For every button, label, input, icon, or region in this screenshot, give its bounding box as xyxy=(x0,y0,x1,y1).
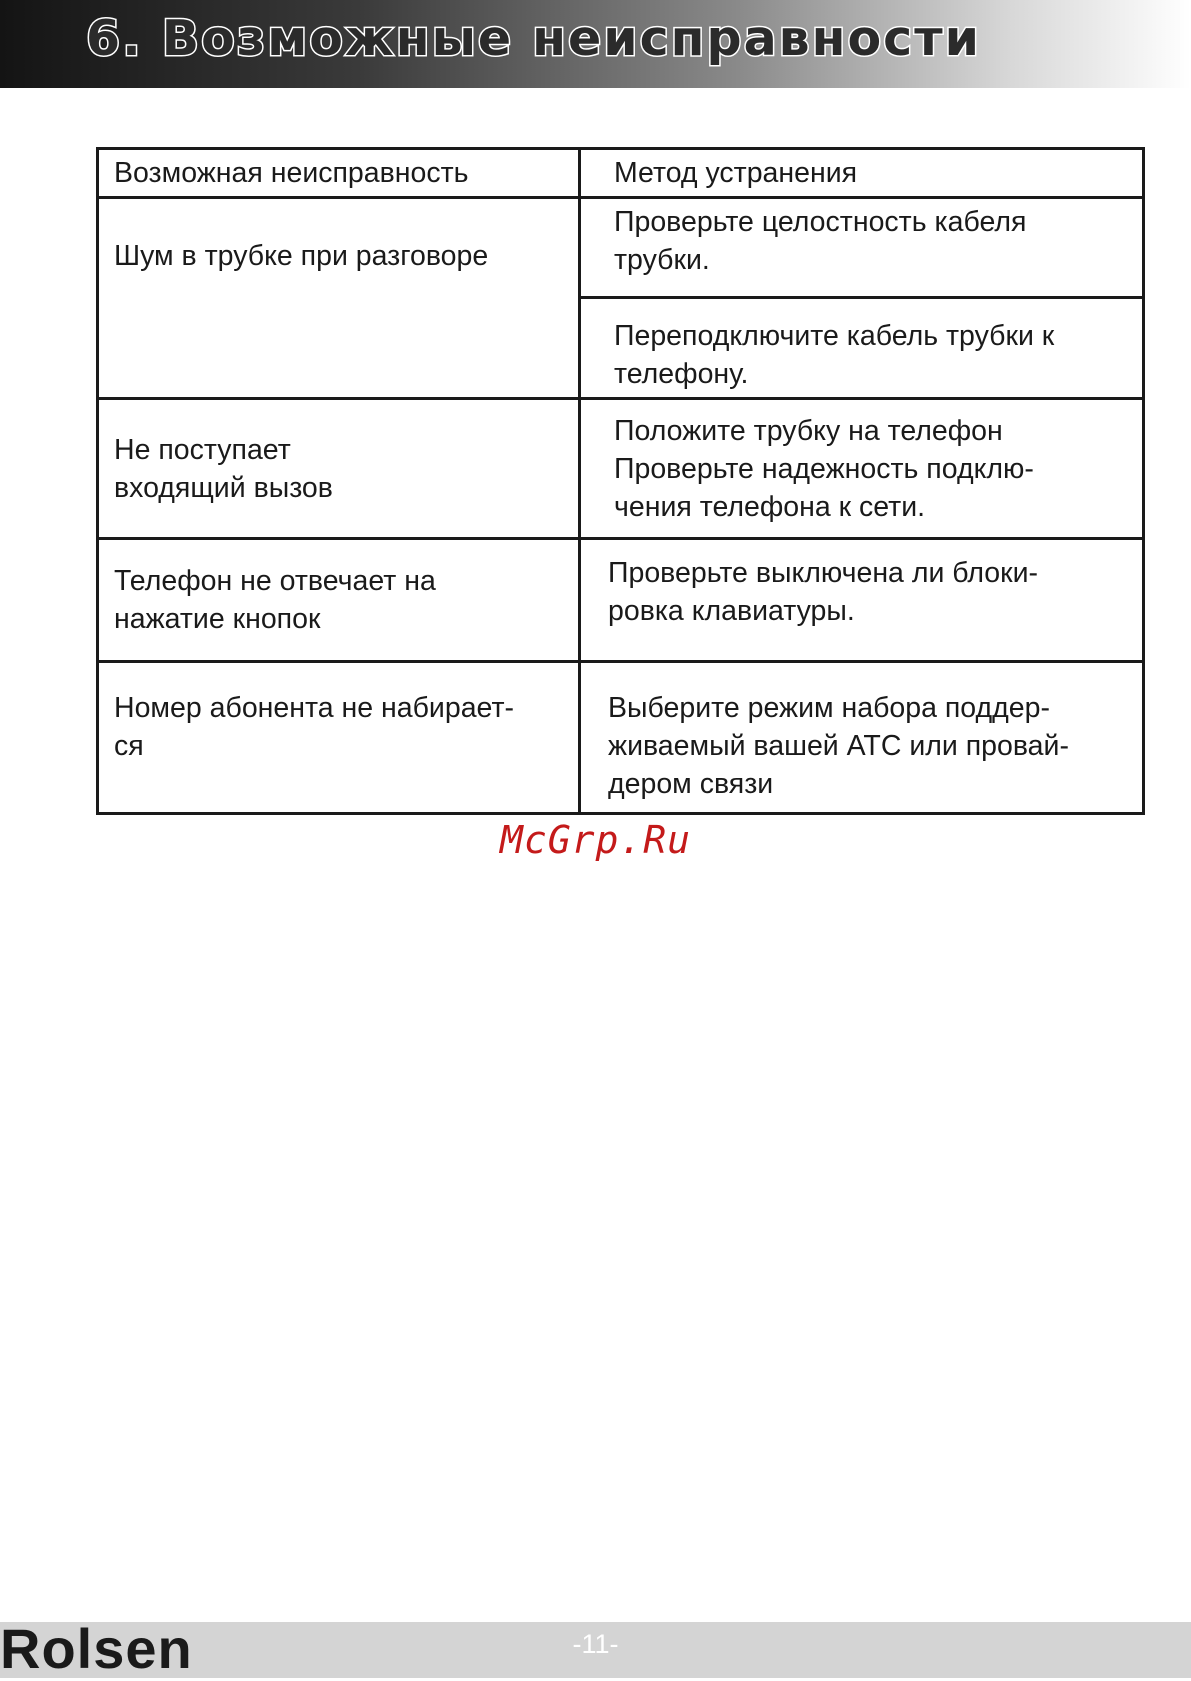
solution-cell xyxy=(580,198,1144,298)
solution-cell xyxy=(580,298,1144,399)
solution-cell xyxy=(580,662,1144,814)
problem-cell xyxy=(98,539,580,662)
problem-text: Номер абонента не набирает- xyxy=(114,692,514,724)
problem-text: нажатие кнопок xyxy=(114,603,321,635)
solution-text: Положите трубку на телефон xyxy=(614,414,1003,447)
solution-text: Проверьте целостность кабеля xyxy=(614,206,1027,238)
problem-text: Телефон не отвечает на xyxy=(114,565,436,597)
problem-cell xyxy=(98,399,580,539)
troubleshooting-table xyxy=(96,147,1145,815)
solution-text: телефону. xyxy=(614,358,749,390)
solution-cell xyxy=(580,399,1144,539)
problem-cell xyxy=(98,662,580,814)
page-number: -11- xyxy=(572,1629,619,1659)
solution-text: Проверьте выключена ли блоки- xyxy=(608,557,1039,589)
problem-cell xyxy=(98,198,580,399)
solution-text: живаемый вашей АТС или провай- xyxy=(608,730,1069,762)
solution-text: ровка клавиатуры. xyxy=(608,595,855,627)
solution-text: Выберите режим набора поддер- xyxy=(608,692,1050,724)
problem-text: входящий вызов xyxy=(114,471,333,504)
solution-text: Переподключите кабель трубки к xyxy=(614,320,1055,352)
solution-text: трубки. xyxy=(614,244,710,276)
table-row xyxy=(98,539,1144,662)
table-row xyxy=(98,662,1144,814)
section-title: 6. Возможные неисправности xyxy=(86,10,981,67)
column-header-problem: Возможная неисправность xyxy=(98,149,580,198)
solution-text: Проверьте надежность подклю- xyxy=(614,452,1034,485)
watermark: McGrp.Ru xyxy=(499,818,692,862)
problem-text: ся xyxy=(114,730,144,762)
solution-cell xyxy=(580,539,1144,662)
brand-logo: Rolsen xyxy=(0,1617,193,1680)
problem-text: Не поступает xyxy=(114,433,291,466)
table-header-row xyxy=(98,149,1144,198)
column-header-solution: Метод устранения xyxy=(580,149,1144,198)
problem-text: Шум в трубке при разговоре xyxy=(114,240,489,272)
table-row xyxy=(98,399,1144,539)
solution-text: дером связи xyxy=(608,768,774,800)
page-header xyxy=(0,0,1191,88)
solution-text: чения телефона к сети. xyxy=(614,490,926,523)
table-row xyxy=(98,198,1144,298)
